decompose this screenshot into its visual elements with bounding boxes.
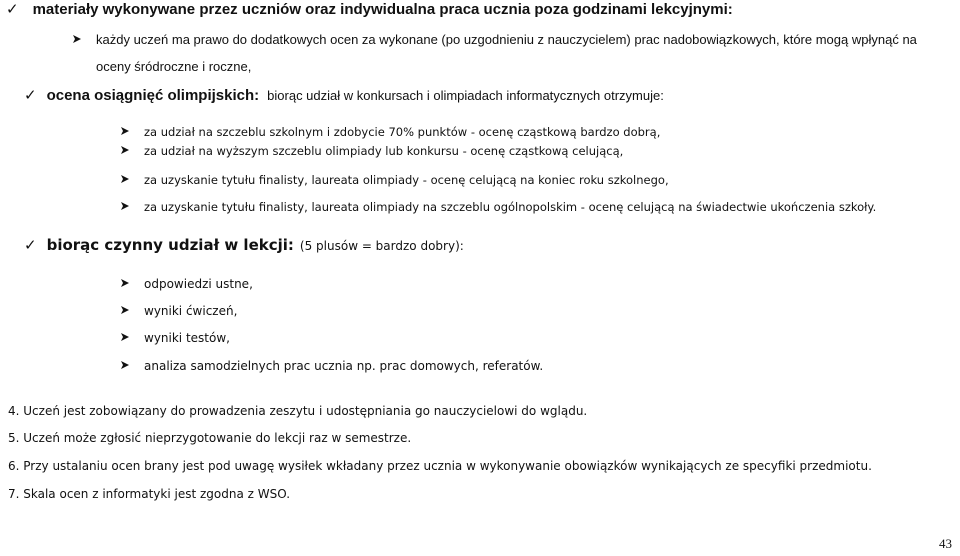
numbered-item-text: 7. Skala ocen z informatyki jest zgodna z WSO. [8, 487, 291, 501]
section3-item-text: wyniki testów, [144, 331, 230, 345]
checkmark-icon: ✓ [24, 86, 37, 104]
section2-heading-row [24, 86, 664, 104]
numbered-item-6 [8, 459, 872, 473]
section2-item-text: za udział na szczeblu szkolnym i zdobycie 70% punktów - ocenę cząstkową bardzo dobrą, [144, 125, 661, 139]
section3-item-4 [120, 359, 543, 373]
section2-heading: ocena osiągnięć olimpijskich: [46, 87, 260, 104]
numbered-item-4 [8, 404, 587, 418]
arrow-bullet-icon [120, 278, 130, 288]
checkmark-icon: ✓ [24, 236, 37, 254]
numbered-item-5 [8, 431, 411, 445]
numbered-item-text: 4. Uczeń jest zobowiązany do prowadzenia zeszytu i udostępniania go nauczycielowi do wglądu. [8, 404, 588, 418]
checkmark-icon: ✓ [6, 0, 19, 18]
arrow-bullet-icon [120, 332, 130, 342]
section3-item-text: analiza samodzielnych prac ucznia np. prac domowych, referatów. [144, 359, 544, 373]
section3-item-3 [120, 331, 230, 345]
arrow-bullet-icon [120, 126, 130, 136]
section2-item-1 [120, 125, 660, 139]
arrow-bullet-icon [120, 174, 130, 184]
section2-heading-rest: biorąc udział w konkursach i olimpiadach informatycznych otrzymuje: [267, 88, 664, 103]
section2-item-text: za uzyskanie tytułu finalisty, laureata olimpiady na szczeblu ogólnopolskim - ocenę celującą na świadectwie ukończenia szkoły. [144, 200, 877, 214]
section3-heading: biorąc czynny udział w lekcji: [46, 236, 294, 254]
section1-bullet1-line2: oceny śródroczne i roczne, [96, 59, 252, 74]
arrow-bullet-icon [120, 201, 130, 211]
numbered-item-text: 5. Uczeń może zgłosić nieprzygotowanie do lekcji raz w semestrze. [8, 431, 412, 445]
section3-heading-rest: (5 plusów = bardzo dobry): [299, 239, 464, 253]
arrow-bullet-icon [120, 360, 130, 370]
section2-item-3 [120, 173, 669, 187]
section3-item-1 [120, 277, 253, 291]
section1-heading-row [6, 0, 733, 18]
section2-item-text: za udział na wyższym szczeblu olimpiady lub konkursu - ocenę cząstkową celującą, [144, 144, 624, 158]
numbered-item-text: 6. Przy ustalaniu ocen brany jest pod uwagę wysiłek wkładany przez ucznia w wykonywanie obowiązków wynikających ze specyfiki przedmiotu. [8, 459, 872, 473]
section2-item-text: za uzyskanie tytułu finalisty, laureata olimpiady - ocenę celującą na koniec roku szkolnego, [144, 173, 669, 187]
section2-item-4 [120, 200, 876, 214]
arrow-bullet-icon [120, 145, 130, 155]
arrow-bullet-icon [120, 305, 130, 315]
section3-item-2 [120, 304, 237, 318]
section3-heading-row [24, 236, 464, 254]
numbered-item-7 [8, 487, 290, 501]
section1-bullet1-cont [96, 59, 251, 74]
arrow-bullet-icon [72, 34, 82, 44]
section1-bullet1 [72, 32, 917, 47]
section2-item-2 [120, 144, 623, 158]
section1-bullet1-line1: każdy uczeń ma prawo do dodatkowych ocen za wykonane (po uzgodnieniu z nauczycielem) prac nadobowiązkowych, które mogą wpłynąć na [96, 32, 917, 47]
section3-item-text: wyniki ćwiczeń, [144, 304, 238, 318]
page-number: 43 [939, 536, 952, 551]
section1-heading: materiały wykonywane przez uczniów oraz indywidualna praca ucznia poza godzinami lekcyjnymi: [32, 1, 733, 18]
section3-item-text: odpowiedzi ustne, [144, 277, 253, 291]
